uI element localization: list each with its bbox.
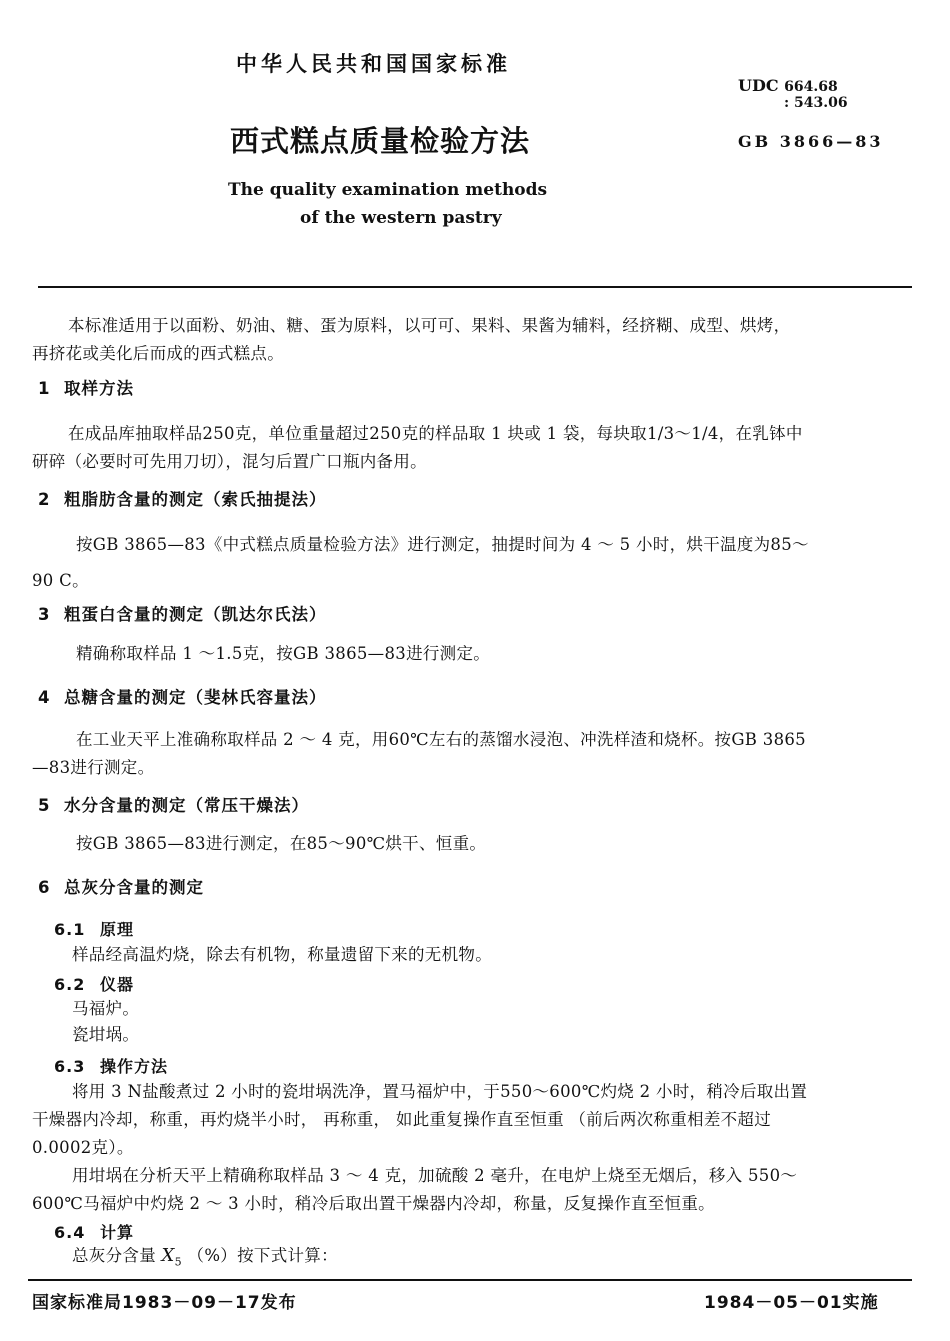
- procedure-line-1: 将用 3 N盐酸煮过 2 小时的瓷坩埚洗净，置马福炉中，于550～600℃灼烧 2 小时，稍冷后取出置: [72, 1082, 808, 1101]
- procedure-line-4: 用坩埚在分析天平上精确称取样品 3 ～ 4 克，加硫酸 2 毫升，在电炉上烧至无烟后，移入 550～: [72, 1166, 798, 1185]
- section-5-body: [32, 830, 486, 858]
- issue-date: 国家标准局1983－09－17发布: [32, 1293, 297, 1313]
- intro-paragraph: [32, 312, 790, 368]
- section-2-line-2: 90 C。: [32, 571, 89, 590]
- subsection-6-1-heading: [54, 917, 134, 940]
- section-3-body: [32, 640, 490, 668]
- subsection-6-2-heading: [54, 972, 134, 995]
- section-5-number: 5: [38, 796, 51, 815]
- section-1-line-2: 研碎（必要时可先用刀切），混匀后置广口瓶内备用。: [32, 452, 427, 471]
- gb-standard-code: GB 3866—83: [738, 132, 884, 151]
- subsection-6-1-body: 样品经高温灼烧，除去有机物，称量遗留下来的无机物。: [72, 945, 492, 964]
- section-2-line-1: 按GB 3865—83《中式糕点质量检验方法》进行测定，抽提时间为 4 ～ 5 小时，烘干温度为85～: [76, 535, 809, 554]
- procedure-line-2: 干燥器内冷却，称重，再灼烧半小时， 再称重， 如此重复操作直至恒重 （前后两次称重相差不超过: [32, 1110, 772, 1129]
- subsection-6-2-title: 仪器: [100, 975, 135, 994]
- section-1-body: [32, 420, 803, 476]
- subsection-6-3-number: 6.3: [54, 1057, 86, 1076]
- section-4-title: 总糖含量的测定（斐林氏容量法）: [64, 688, 327, 707]
- header-divider: [38, 286, 912, 288]
- udc-code-2: : 543.06: [784, 95, 848, 111]
- apparatus-item-2: 瓷坩埚。: [72, 1025, 140, 1044]
- footer-divider: [28, 1279, 912, 1281]
- section-4-body: [32, 726, 806, 782]
- effective-date: 1984－05－01实施: [704, 1293, 879, 1313]
- udc-label: UDC: [738, 76, 779, 95]
- section-5-line-1: 按GB 3865—83进行测定，在85～90℃烘干、恒重。: [76, 834, 487, 853]
- calc-text-pre: 总灰分含量: [72, 1246, 156, 1265]
- calc-variable: X: [161, 1245, 175, 1266]
- section-6-heading: [38, 874, 204, 898]
- section-1-title: 取样方法: [64, 379, 134, 398]
- section-1-heading: [38, 375, 134, 399]
- section-1-number: 1: [38, 379, 51, 398]
- subsection-6-4-heading: [54, 1220, 134, 1243]
- section-3-heading: [38, 601, 327, 625]
- section-3-title: 粗蛋白含量的测定（凯达尔氏法）: [64, 605, 327, 624]
- subsection-6-3-body: [32, 1078, 807, 1218]
- calc-text-post: （%）按下式计算：: [187, 1246, 338, 1265]
- apparatus-item-1: 马福炉。: [72, 999, 140, 1018]
- document-title-cn: 西式糕点质量检验方法: [230, 124, 531, 158]
- udc-code-1: 664.68: [784, 79, 838, 95]
- intro-line-1: 本标准适用于以面粉、奶油、糖、蛋为原料，以可可、果料、果酱为辅料，经挤糊、成型、烘烤，: [68, 316, 791, 335]
- subsection-6-1-title: 原理: [100, 920, 135, 939]
- section-3-number: 3: [38, 605, 51, 624]
- section-4-line-2: —83进行测定。: [32, 758, 155, 777]
- section-6-title: 总灰分含量的测定: [64, 878, 204, 897]
- section-2-heading: [38, 486, 327, 510]
- subsection-6-4-body: [72, 1242, 338, 1276]
- calc-variable-subscript: 5: [174, 1255, 182, 1269]
- section-1-line-1: 在成品库抽取样品250克，单位重量超过250克的样品取 1 块或 1 袋，每块取1/3～1/4，在乳钵中: [68, 424, 803, 443]
- document-title-en-1: The quality examination methods: [228, 180, 548, 200]
- section-2-title: 粗脂肪含量的测定（索氏抽提法）: [64, 490, 327, 509]
- document-title-en-2: of the western pastry: [300, 208, 502, 228]
- subsection-6-3-heading: [54, 1054, 168, 1077]
- subsection-6-2-number: 6.2: [54, 975, 86, 994]
- section-2-number: 2: [38, 490, 51, 509]
- subsection-6-4-number: 6.4: [54, 1223, 86, 1242]
- udc-block: [738, 76, 838, 97]
- section-2-body: [32, 527, 809, 599]
- issuing-body-title: 中华人民共和国国家标准: [236, 52, 511, 76]
- section-3-line-1: 精确称取样品 1 ～1.5克，按GB 3865—83进行测定。: [76, 644, 491, 663]
- subsection-6-4-title: 计算: [100, 1223, 135, 1242]
- subsection-6-1-number: 6.1: [54, 920, 86, 939]
- section-5-heading: [38, 792, 309, 816]
- subsection-6-2-body: [72, 996, 139, 1048]
- intro-line-2: 再挤花或美化后而成的西式糕点。: [32, 344, 284, 363]
- section-5-title: 水分含量的测定（常压干燥法）: [64, 796, 309, 815]
- procedure-line-3: 0.0002克）。: [32, 1138, 134, 1157]
- section-6-number: 6: [38, 878, 51, 897]
- procedure-line-5: 600℃马福炉中灼烧 2 ～ 3 小时，稍冷后取出置干燥器内冷却，称量，反复操作直至恒重。: [32, 1194, 715, 1213]
- subsection-6-3-title: 操作方法: [100, 1057, 169, 1076]
- section-4-number: 4: [38, 688, 51, 707]
- section-4-heading: [38, 684, 327, 708]
- section-4-line-1: 在工业天平上准确称取样品 2 ～ 4 克，用60℃左右的蒸馏水浸泡、冲洗样渣和烧杯。按GB 3865: [76, 730, 806, 749]
